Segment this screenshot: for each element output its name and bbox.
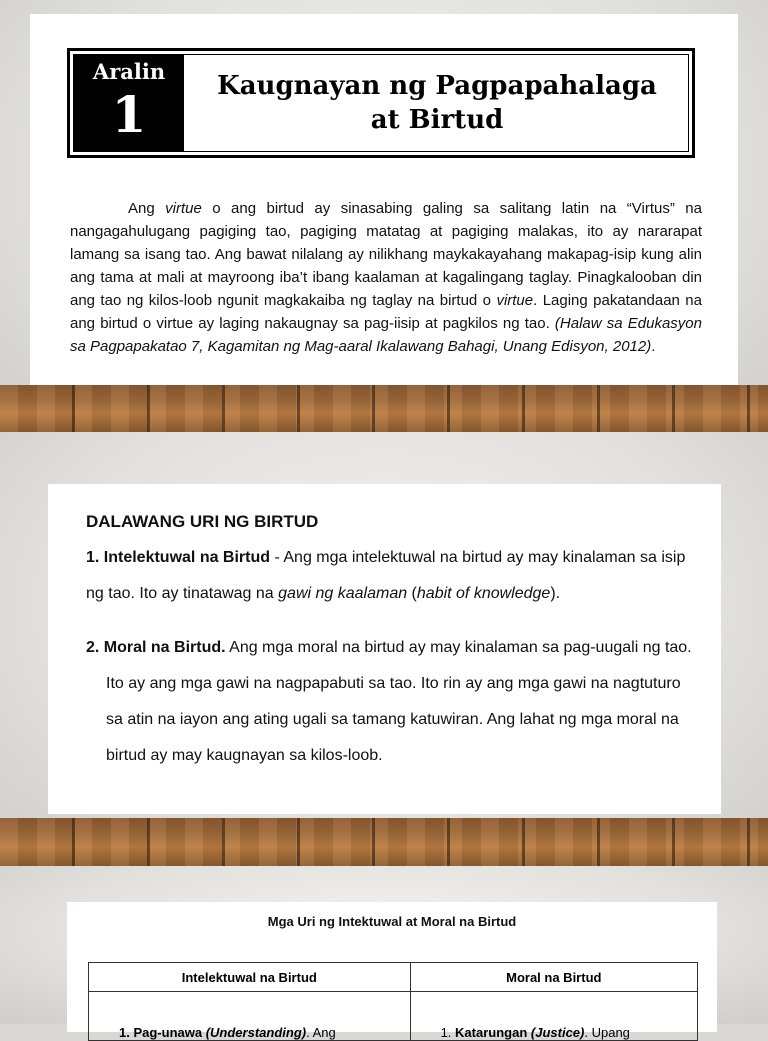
section-heading: DALAWANG URI NG BIRTUD <box>86 512 319 531</box>
wood-floor-background <box>0 385 768 432</box>
list-item-intellectual: 1. Intelektuwal na Birtud - Ang mga intelektuwal na birtud ay may kinalaman sa isip ng tao. Ito ay tinatawag na gawi ng kaalaman (habit of knowledge). <box>86 549 686 602</box>
lesson-title <box>190 69 684 137</box>
lesson-label: Aralin <box>92 59 166 84</box>
table-row <box>89 992 698 1041</box>
virtues-table <box>88 962 698 1041</box>
document-page-1 <box>30 14 738 386</box>
column-header-moral: Moral na Birtud <box>410 963 697 992</box>
intro-paragraph: Ang virtue o ang birtud ay sinasabing galing sa salitang latin na “Virtus” na nangagahulugang pagiging tao, pagiging matatag at pagiging malakas, ito ay nararapat lamang sa isang tao. Ang bawat nilalang ay nilikhang maykakayahang makapag-isip kung alin ang tama at mali at mayroong iba’t ibang kaalaman at kagalingang taglay. Pinagkalooban din ang tao ng kilos-loob ngunit magkakaiba ng taglay na birtud o virtue. Laging pakatandaan na ang birtud o virtue ay laging nakaugnay sa pag-iisip at pagkilos ng tao. (Halaw sa Edukasyon sa Pagpapakatao 7, Kagamitan ng Mag-aaral Ikalawang Bahagi, Unang Edisyon, 2012). <box>70 200 702 355</box>
lesson-number-block <box>74 55 184 151</box>
slide-1 <box>0 0 768 432</box>
table-header-row <box>89 963 698 992</box>
lesson-title-line-2: at Birtud <box>370 105 504 135</box>
citation: (Halaw sa Edukasyon sa Pagpapakatao 7, Kagamitan ng Mag-aaral Ikalawang Bahagi, Unang Edisyon, 2012) <box>70 315 702 355</box>
table-cell: 1. Pag-unawa (Understanding). Ang <box>89 992 411 1041</box>
slide-2 <box>0 432 768 866</box>
list-item-moral: 2. Moral na Birtud. Ang mga moral na birtud ay may kinalaman sa pag-uugali ng tao. Ito ay ang mga gawi na nagpapabuti sa tao. Ito rin ay ang mga gawi na nagtuturo sa atin na iayon ang ating ugali sa tamang katuwiran. Ang lahat ng mga moral na birtud ay may kaugnayan sa kilos-loob. <box>86 639 692 764</box>
table-title: Mga Uri ng Intektuwal at Moral na Birtud <box>267 914 517 929</box>
lesson-title-line-1: Kaugnayan ng Pagpapahalaga <box>217 71 657 101</box>
wood-floor-background <box>0 818 768 866</box>
table-cell: 1. Katarungan (Justice). Upang <box>410 992 697 1041</box>
lesson-number: 1 <box>111 85 147 144</box>
column-header-intellectual: Intelektuwal na Birtud <box>89 963 411 992</box>
document-page-2 <box>48 484 721 814</box>
document-page-3 <box>67 902 717 1040</box>
slide-3 <box>0 866 768 1040</box>
lesson-header-box <box>67 48 695 158</box>
